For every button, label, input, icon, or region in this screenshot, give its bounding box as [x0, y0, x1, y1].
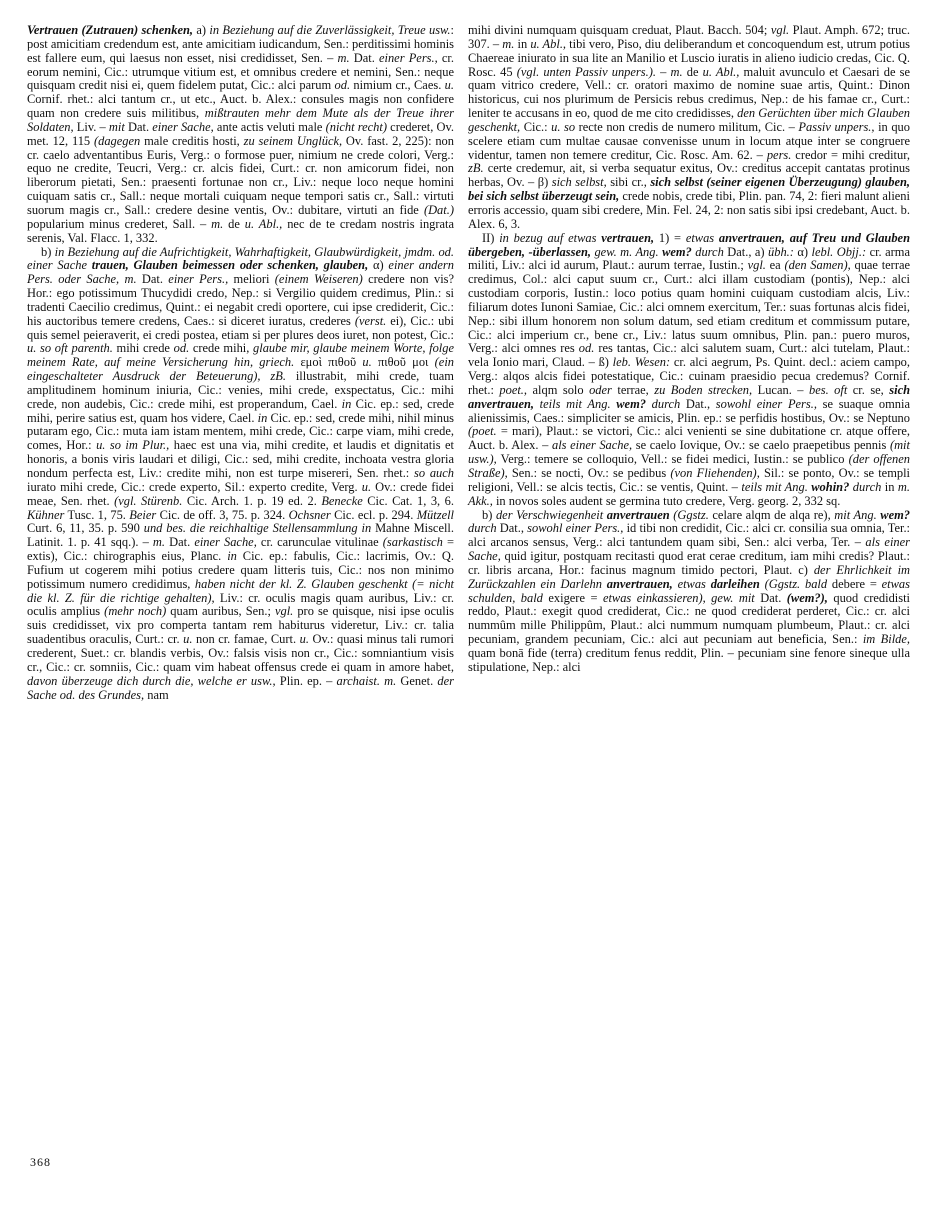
- body-text: id tibi non credidit, Cic.: alci cr. consilia sua omnia, Ter.: alci arcanos sensus, Verg.: alci tantundem quam sibi, Sen.: alci verba, Ter. –: [468, 521, 911, 550]
- gloss-text: und bes. die reichhaltige Stellensammlung in: [143, 521, 372, 536]
- body-text: Verg.: temere se colloquio, Vell.: se fidei medici, Iustin.: se publico: [496, 452, 849, 467]
- gloss-text: einer Sache,: [194, 535, 257, 550]
- body-text: α): [793, 244, 812, 259]
- headword-text: darleihen: [710, 576, 760, 591]
- gloss-text: oder: [589, 382, 612, 397]
- gloss-text: haben nicht der kl. Z. Glauben geschenkt (= nicht die kl. Z. für die richtige gehalten),: [27, 576, 455, 605]
- gloss-text: Mützell: [416, 507, 454, 522]
- gloss-text: der Sache od. des Grundes,: [27, 673, 454, 702]
- body-text: a): [193, 23, 210, 37]
- gloss-text: durch: [468, 521, 497, 536]
- gloss-text: od.: [578, 341, 595, 356]
- gloss-text: der Ehrlichkeit im Zurückzahlen ein Darlehn: [468, 562, 911, 591]
- body-text: Ov. fast. 2, 225): non cr. caelo adventantibus Euris, Verg.: o formose puer, nimium ne crede colori, Verg.: equo ne credite, Teucri, Verg.: cr. alcis fidei, Curt.: cr. non amicorum fidei, non liberorum pietati, Sen.: praesenti fortunae non cr., Liv.: neque loco neque homini cuiquam satis cr., Sall.: neque mortali cuiquam neque tempori satis cr., Sall.: virtuti suorum magis cr., Sall.: credere desine ventis, Ov.: dubitare, virtuti an fide: [27, 133, 454, 217]
- body-text: maluit avunculo et Caesari de se quam vitrico credere, Vell.: cr. oratori maximo de nomine suae artis, Quint.: Dinon historicus, cui nos plurimum de Persicis rebus credimus, Nep.: de his famae cr., Curt.: leniter te accusans in eo, quod de me cito credidisses,: [468, 64, 911, 121]
- gloss-text: in bezug auf etwas: [499, 230, 602, 245]
- gloss-text: u. so im Plur.,: [96, 438, 170, 453]
- gloss-text: etwas: [685, 230, 719, 245]
- gloss-text: (der offenen Straße),: [468, 452, 910, 480]
- gloss-text: durch: [691, 244, 724, 259]
- gloss-text: u.: [444, 78, 454, 93]
- gloss-text: so auch: [414, 466, 454, 480]
- gloss-text: u. Abl.,: [530, 36, 567, 51]
- body-text: II): [482, 230, 500, 245]
- text-column-right: [468, 24, 910, 702]
- body-text: crede mihi,: [189, 341, 254, 356]
- body-text: non cr. famae, Curt.: [192, 632, 300, 647]
- body-text: nec de te credam nostris ingrata serenis, Val. Flacc. 1, 332.: [27, 216, 455, 245]
- headword-text: vertrauen,: [601, 230, 655, 245]
- gloss-text: der Verschwiegenheit: [495, 507, 607, 522]
- headword-text: anvertrauen: [606, 507, 670, 522]
- body-text: Dat.,: [680, 396, 716, 411]
- gloss-text: bes. oft: [808, 382, 848, 397]
- body-text: cr. eorum nemini, Cic.: utrumque vitium est, et omnibus credere et nemini, Sen.: neque quisquam credit nisi ei, quem fidelem putat, Cic.: alci parum: [27, 50, 454, 93]
- body-text: Plin. ep. –: [275, 673, 337, 688]
- gloss-text: den Gerüchten über mich Glauben geschenkt,: [468, 106, 910, 134]
- gloss-text: u.: [299, 632, 309, 647]
- gloss-text: einer Pers.,: [168, 272, 229, 287]
- body-text: Cic. ep.: fabulis, Cic.: lacrimis, Ov.: Q. Fufium ut cogerem mihi potius credere quam litteris tuis, Cic.: nos non minimo potissimum numero credidimus,: [27, 549, 454, 591]
- gloss-text: zu seinem Unglück,: [243, 133, 343, 148]
- gloss-text: sowohl einer Pers.,: [527, 521, 624, 536]
- body-text: Cic.:: [520, 119, 552, 134]
- gloss-text: archaist. m.: [336, 673, 397, 688]
- paragraph: [468, 232, 910, 509]
- gloss-text: u.: [361, 479, 372, 494]
- body-text: Liv.: cr. oculis magis quam auribus, Liv.: cr. oculis amplius: [27, 590, 455, 619]
- gloss-text: (Ggstz.: [669, 507, 709, 522]
- gloss-text: in: [341, 396, 352, 411]
- body-text: : post amicitiam credendum est, ante amicitiam iudicandum, Sen.: perditissimi hominis est fallere eum, qui laesus non esset, nisi credidisset, Sen. –: [27, 23, 454, 65]
- gloss-text: zB.: [468, 161, 484, 176]
- gloss-text: m. Akk.,: [468, 479, 910, 508]
- gloss-text: als einer Sache,: [468, 535, 910, 564]
- body-text: b): [482, 507, 496, 522]
- gloss-text: poet.,: [499, 382, 528, 397]
- gloss-text: sowohl einer Pers.,: [715, 396, 817, 411]
- body-text: Genet.: [396, 673, 438, 688]
- headword-text: wem?: [616, 396, 646, 411]
- gloss-text: u.: [362, 355, 372, 370]
- body-text: Dat.: [136, 272, 169, 287]
- gloss-text: od.: [334, 78, 351, 93]
- body-text: Cic. de off. 3, 75. p. 324.: [156, 507, 289, 522]
- body-text: de: [682, 64, 703, 79]
- body-text: crede nobis, crede tibi, Plin. pan. 74, 2: fieri malunt alieni erroris accessio, quam sibi credere, Min. Fel. 24, 2: non satis sibi ipsi credebant, Auct. b. Alex. 6, 3.: [468, 189, 910, 231]
- gloss-text: Kühner: [27, 507, 65, 522]
- gloss-text: einer Pers.,: [378, 50, 438, 65]
- page-number: 368: [30, 1155, 51, 1169]
- headword-text: wem?: [658, 244, 692, 259]
- gloss-text: übh.:: [768, 244, 794, 259]
- body-text: se caelo Iovique, Ov.: se caelo praepetibus pennis: [632, 438, 890, 453]
- body-text: ante actis veluti male: [213, 119, 326, 134]
- paragraph: [468, 24, 910, 232]
- body-text: res tantas, Cic.: alci salutem suam, Curt.: alci tutelam, Plaut.: vela Ionio mari, Claud. – ß): [468, 341, 911, 370]
- paragraph: [27, 246, 454, 703]
- body-text: terrae,: [611, 382, 655, 397]
- gloss-text: in Beziehung auf die Aufrichtigkeit, Wahrhaftigkeit, Glaubwürdigkeit, jmdm. od. einer Sache: [27, 244, 454, 273]
- body-text: credor = mihi creditur,: [791, 147, 910, 162]
- body-text: quod credidisti reddo, Plaut.: exegit quod crediderat, Cic.: ne quod crediderat perderet, Cic.: cr. alci nummûm mille Philippûm, Plaut.: alci nummum numquam plumbeum, Plaut.: cr. alci pecuniam, grandem pecuniam, Cic.: alci aut pecuniam aut beneficia, Sen.:: [468, 590, 910, 647]
- gloss-text: vgl.: [274, 604, 294, 619]
- gloss-text: in Beziehung auf die Zuverlässigkeit, Treue usw.: [209, 23, 451, 37]
- headword-text: sich selbst (seiner eigenen Überzeugung) glauben, bei sich selbst überzeugt sein,: [468, 175, 910, 204]
- gloss-text: glaube mir, glaube meinem Worte, folge meinem Rate, auf meine Versicherung hin, griech.: [27, 341, 455, 370]
- gloss-text: mit: [108, 119, 125, 134]
- body-text: quid igitur, postquam recitasti quod erat cerae creditum, iam mihi credis? Plaut.: cr. libris arcana, Hor.: facinus magnum timido pectori, Plaut. c): [468, 549, 910, 577]
- gloss-text: (dagegen: [93, 133, 141, 148]
- body-text: de: [223, 216, 245, 231]
- body-text: mihi divini numquam quisquam creduat, Plaut. Bacch. 504;: [468, 23, 771, 37]
- body-text: sibi cr.,: [606, 175, 651, 190]
- body-text: Dat.,: [496, 521, 528, 536]
- body-text: pro se quisque, nisi ipse oculis suis credidisset, vix pro comperta tantam rem habiturus videretur, Liv.: cr. talia suadentibus oraculis, Curt.: cr.: [27, 604, 454, 647]
- gloss-text: u.: [183, 632, 193, 647]
- body-text: alqm solo: [527, 382, 590, 397]
- body-text: in novos soles audent se germina tuto credere, Verg. georg. 2, 332 sq.: [492, 493, 841, 508]
- body-text: Plaut. Amph. 672; truc. 307. –: [468, 23, 910, 51]
- body-text: cr. arma militi, Liv.: alci id aurum, Plaut.: aurum terrae, Iustin.;: [468, 244, 910, 273]
- body-text: in: [881, 479, 898, 494]
- body-text: se suaque omnia alienissimis, Caes.: simpliciter se amicis, Plin. ep.: se perfidis hostibus, Ov.: se Neptuno: [468, 396, 910, 425]
- body-text: tibi vero, Piso, diu deliberandum et concoquendum est, utrum potius Chaereae iniurato in sua lite an Manilio et Luscio iuratis in alieno iudicio credas, Cic. Q. Rosc. 45: [468, 36, 911, 79]
- gloss-text: sich selbst,: [551, 175, 607, 190]
- body-text: meliori: [228, 272, 275, 287]
- gloss-text: etwas einkassieren), gew. mit: [602, 590, 755, 605]
- gloss-text: u. Abl.,: [244, 216, 283, 231]
- body-text: in: [514, 36, 531, 51]
- body-text: iurato mihi crede, Cic.: crede experto, Sil.: experto credite, Verg.: [27, 479, 362, 494]
- body-text: πιθοῦ μοι: [371, 355, 435, 370]
- gloss-text: (Dat.): [423, 202, 454, 217]
- gloss-text: mißtrauten mehr dem Mute als der Treue ihrer Soldaten,: [27, 106, 454, 134]
- gloss-text: m.: [211, 216, 224, 231]
- body-text: mihi crede: [112, 341, 174, 356]
- gloss-text: (poet.: [468, 424, 497, 439]
- body-text: Cic. ep.: sed, crede mihi, perire satius est, quam hos videre, Cael.: [27, 396, 454, 425]
- gloss-text: (sarkastisch: [382, 535, 443, 550]
- body-text: nimium cr., Caes.: [350, 78, 445, 93]
- gloss-text: (mehr noch): [104, 604, 167, 619]
- text-body: [27, 24, 910, 702]
- body-text: –: [655, 64, 671, 79]
- text-column-left: [27, 24, 454, 702]
- body-text: recte non credis de numero militum, Cic. –: [575, 119, 799, 134]
- gloss-text: Passiv unpers.,: [798, 119, 875, 134]
- gloss-text: (von Fliehenden),: [670, 466, 760, 480]
- gloss-text: Benecke: [321, 493, 363, 508]
- body-text: illustrabit, mihi crede, tuam amplitudinem hominum iniuria, Cic.: venies, mihi crede, exspectatus, Cic.: mihi crede, non audebis, Cic.: crede mihi, est properandum, Cael.: [27, 369, 454, 411]
- body-text: exigere =: [542, 590, 603, 605]
- headword-text: trauen, Glauben beimessen oder schenken, glauben,: [91, 258, 369, 273]
- gloss-text: teils mit Ang.: [534, 396, 617, 411]
- gloss-text: (einem Weiseren): [274, 272, 363, 287]
- gloss-text: u. so oft parenth.: [27, 341, 113, 356]
- body-text: Cic. Arch. 1. p. 19 ed. 2.: [182, 493, 322, 508]
- gloss-text: (vgl. unten Passiv unpers.).: [516, 64, 656, 79]
- headword-text: anvertrauen, auf Treu und Glauben übergeben, -überlassen,: [468, 230, 910, 259]
- gloss-text: durch: [645, 396, 681, 411]
- body-text: Curt. 6, 11, 35. p. 590: [27, 521, 144, 536]
- body-text: celare alqm de alqa re),: [708, 507, 835, 522]
- body-text: Cic. ep.: sed, crede mihi, nihil minus putaram ego, Cic.: muta iam istam mentem, mihi crede, Cic.: carpe viam, mihi crede, comes, Hor.:: [27, 410, 455, 453]
- gloss-text: etwas schulden, bald: [468, 576, 910, 605]
- gloss-text: lebl. Objj.:: [811, 244, 867, 259]
- gloss-text: Ochsner: [288, 507, 331, 522]
- gloss-text: Beier: [129, 507, 157, 522]
- gloss-text: m.: [152, 535, 166, 550]
- gloss-text: (den Samen),: [784, 258, 851, 273]
- headword-text: (wem?),: [786, 590, 828, 605]
- body-text: Cic. ecl. p. 294.: [330, 507, 417, 522]
- gloss-text: m.: [502, 36, 515, 51]
- gloss-text: (Ggstz. bald: [759, 576, 828, 591]
- body-text: in quo scelere etiam cum multae causae convenisse unum in locum atque inter se congruere videntur, tamen non temere creditur, Cic. Rosc. Am. 62. –: [468, 119, 910, 162]
- gloss-text: (mit usw.),: [468, 438, 910, 467]
- body-text: quam auribus, Sen.;: [166, 604, 275, 619]
- body-text: quam bonā fide (terra) creditum fenus reddit, Plin. – pecuniam sine fenore sineque ulla stipulatione, Nep.: alci: [468, 645, 910, 674]
- body-text: debere =: [827, 576, 882, 591]
- body-text: haec est una via, mihi credite, et laudis et dignitatis et honoris, a bonis viris laudari et diligi, Cic.: sed, mihi credite, inchoata vestra gloria nondum perfecta est, Liv.: credite mihi, non est turpe misereri, Sen. rhet.:: [27, 438, 454, 480]
- body-text: certe credemur, ait, si verba sequatur exitus, Ov.: creditus accepit cantatas protinus herbas, Ov. – β): [468, 161, 910, 190]
- paragraph: [468, 509, 910, 675]
- gloss-text: einer andern Pers. oder Sache, m.: [27, 258, 454, 287]
- gloss-text: als einer Sache,: [551, 438, 633, 453]
- gloss-text: (nicht recht): [325, 119, 388, 134]
- gloss-text: m.: [670, 64, 683, 79]
- body-text: 1) =: [654, 230, 686, 245]
- body-text: = extis), Cic.: chirographis eius, Planc.: [27, 535, 455, 564]
- body-text: Ov.: crede fidei meae, Sen. rhet.: [27, 479, 454, 508]
- body-text: Sen.: se nocti, Ov.: se pedibus: [507, 466, 671, 480]
- body-text: α): [368, 258, 389, 273]
- gloss-text: (ein eingeschalteter Ausdruck der Beteuerung), zB.: [27, 355, 454, 384]
- body-text: ea: [765, 258, 785, 273]
- body-text: male creditis hosti,: [140, 133, 244, 148]
- gloss-text: vgl.: [747, 258, 766, 273]
- body-text: cr. se,: [847, 382, 890, 397]
- body-text: Dat.: [124, 119, 153, 134]
- body-text: = mari), Plaut.: se victori, Cic.: alci venienti se sine dubitatione cr. atque offere, Auct. b. Alex. –: [468, 424, 910, 453]
- gloss-text: in: [227, 549, 237, 564]
- body-text: Dat.: [165, 535, 195, 550]
- gloss-text: vgl.: [770, 23, 790, 37]
- body-text: b): [41, 244, 55, 259]
- gloss-text: davon überzeuge dich durch die, welche er usw.,: [27, 673, 276, 688]
- gloss-text: in: [257, 410, 268, 425]
- headword-text: anvertrauen,: [606, 576, 673, 591]
- headword-text: wem?: [880, 507, 910, 522]
- headword-text: wohin?: [811, 479, 850, 494]
- body-text: Cornif. rhet.: alci tantum cr., ut etc., Auct. b. Alex.: consules magis non confidere quam non credere suis militibus,: [27, 92, 454, 121]
- gloss-text: u. Abl.,: [702, 64, 740, 79]
- headword-text: Vertrauen (Zutrauen) schenken,: [27, 23, 193, 37]
- gloss-text: im Bilde,: [862, 632, 911, 647]
- headword-text: sich anvertrauen,: [468, 382, 911, 411]
- body-text: Dat.: [754, 590, 787, 605]
- gloss-text: zu Boden strecken,: [654, 382, 753, 397]
- body-text: Cic. Cat. 1, 3, 6.: [362, 493, 454, 508]
- body-text: Tusc. 1, 75.: [64, 507, 130, 522]
- gloss-text: m.: [337, 50, 350, 65]
- body-text: popularium minus crederet, Sall. –: [27, 216, 212, 231]
- body-text: crederet, Ov. met. 12, 115: [27, 119, 454, 148]
- body-text: cr. alci aegrum, Ps. Quint. decl.: aciem campo, Verg.: alqos alcis fidei potestatique, Cic.: cuinam praesidio pecua credemus? Cornif. rhet.:: [468, 355, 910, 397]
- body-text: cr. carunculae vitulinae: [256, 535, 383, 550]
- paragraph: [27, 24, 454, 246]
- gloss-text: durch: [849, 479, 882, 494]
- gloss-text: teils mit Ang.: [741, 479, 812, 494]
- gloss-text: u. so: [551, 119, 576, 134]
- gloss-text: pers.: [766, 147, 792, 162]
- body-text: Lucan. –: [752, 382, 809, 397]
- body-text: Dat.: [349, 50, 379, 65]
- gloss-text: (verst.: [354, 313, 387, 328]
- gloss-text: einer Sache,: [152, 119, 214, 134]
- body-text: εμοὶ πιθοῦ: [294, 355, 363, 370]
- body-text: Ov.: quasi minus tali rumori crederent, Suet.: cr. blandis verbis, Ov.: falsis visis non cr., Cic.: somniantium visis cr., Cic.: cr. somniis, Cic.: quam vim habeat offensus crede ei quam in amore habet,: [27, 632, 455, 674]
- gloss-text: leb. Wesen:: [612, 355, 671, 370]
- body-text: Sil.: se ponto, Ov.: se templi religioni, Vell.: se alcis tectis, Cic.: se ventis, Quint. –: [468, 466, 911, 494]
- body-text: credere non vis? Hor.: ego potissimum Thucydidi credo, Nep.: si Vergilio quidem credimus, Plin.: si tradenti Caecilio credimus, Quint.: ei negabit credi oportere, cui ipse crediderit, Cic.: his auctoribus temere credens, Caes.: si diceret iuratus, crederes: [27, 272, 455, 328]
- gloss-text: gew. m. Ang.: [591, 244, 659, 259]
- gloss-text: (vgl. Stürenb.: [114, 493, 183, 508]
- body-text: ei), Cic.: ubi quis semel peieraverit, ei credi postea, etiam si per plures deos iuret, non potest, Cic.:: [27, 313, 454, 342]
- body-text: Dat., a): [723, 244, 769, 259]
- body-text: nam: [144, 687, 169, 702]
- body-text: quae terrae credimus, Col.: alci caput suum cr., Curt.: alci illam custodiam (pontis), Nep.: alci custodiam corporis, Iustin.: loco potius quam homini cuiquam custodiam alcis, Liv.: filiarum dotes Iunoni Samiae, Cic.: alci omnem exercitum, Ter.: suas fortunas alcis fidei, Nep.: sibi illum honorem non solum datum, sed etiam creditum et commissum putare, Cic.: alci imperium cr., bene cr., Liv.: latus suum omnibus, Plin. pan.: puero muros, Verg.: alci omnes res: [468, 258, 911, 356]
- body-text: Liv. –: [73, 119, 109, 134]
- gloss-text: mit Ang.: [834, 507, 881, 522]
- gloss-text: od.: [173, 341, 190, 356]
- gloss-text: etwas: [672, 576, 711, 591]
- body-text: Mahne Miscell. Latinit. 1. p. 41 sqq.). –: [27, 521, 454, 550]
